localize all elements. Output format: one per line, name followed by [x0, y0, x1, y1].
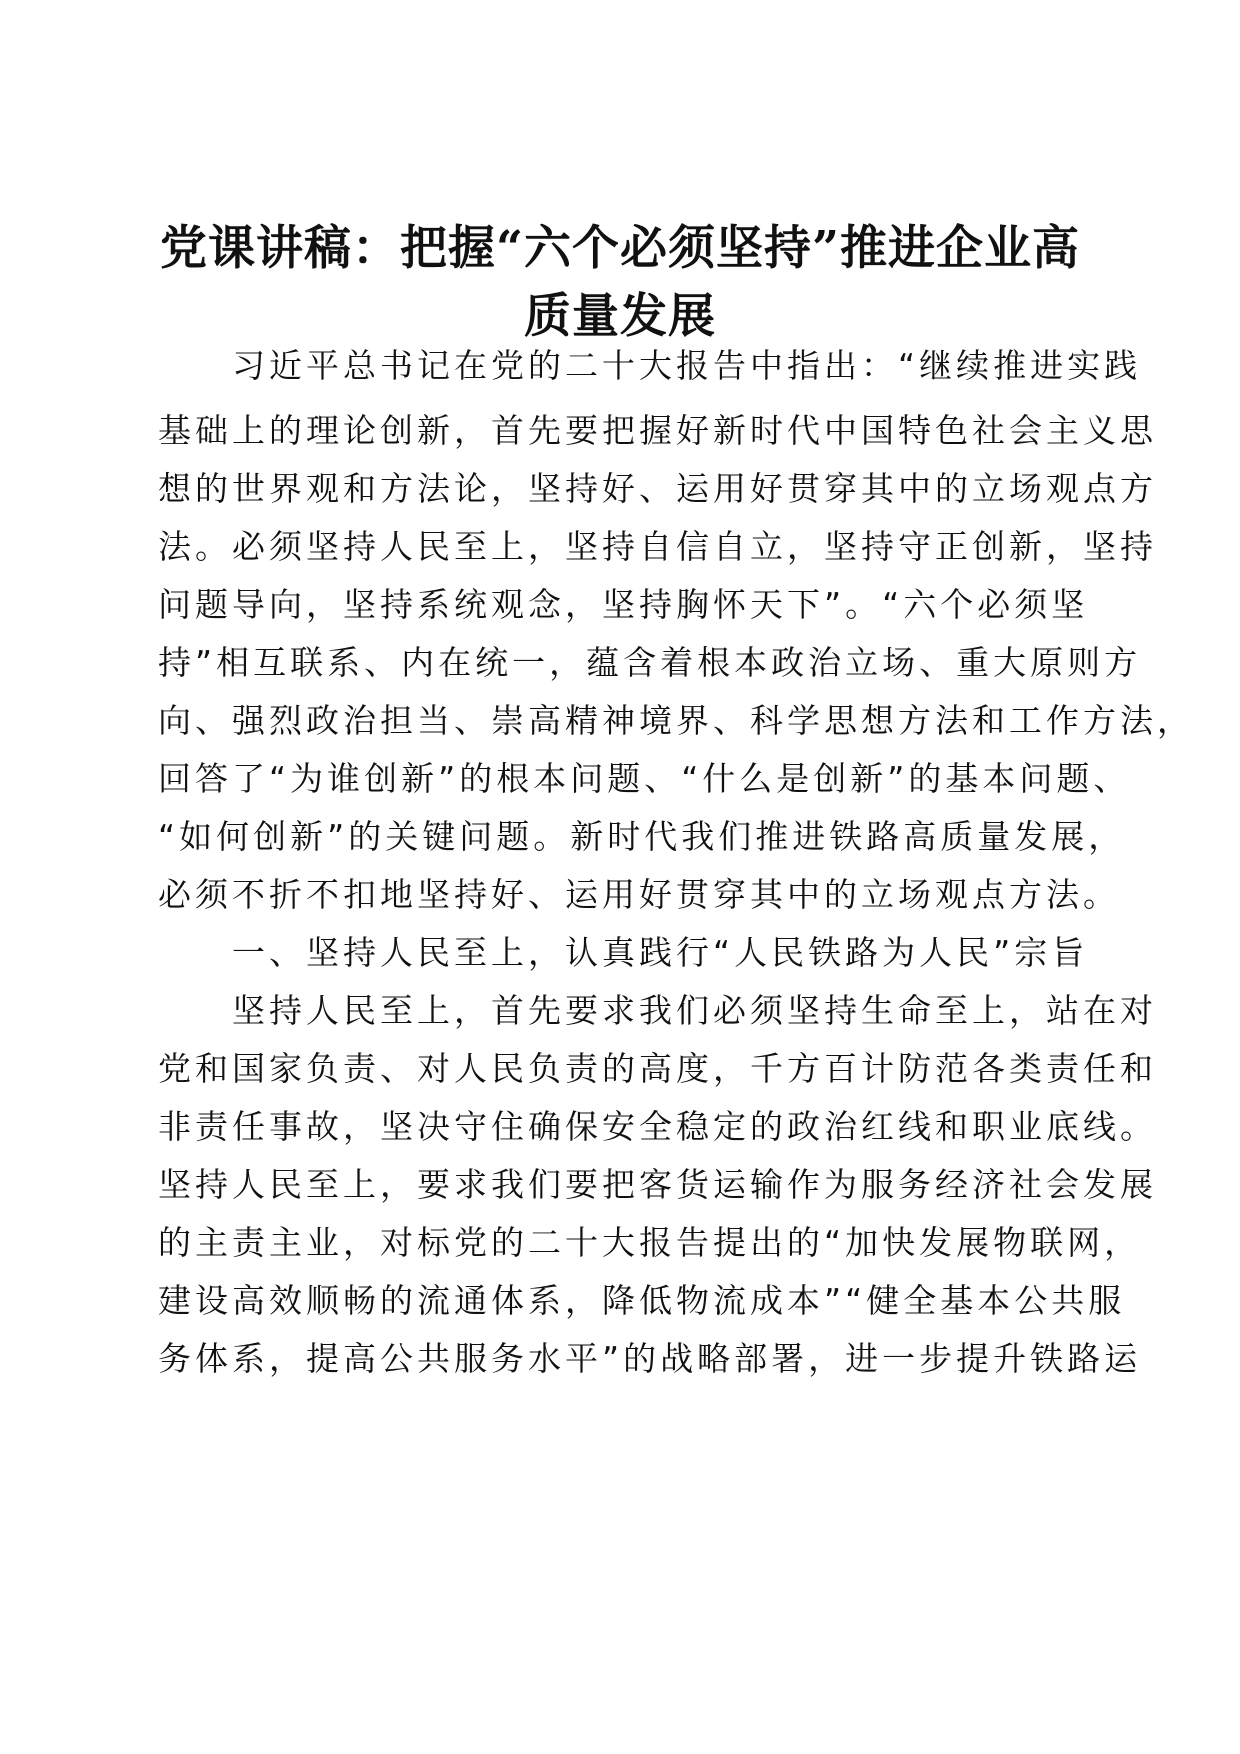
body-line: 想的世界观和方法论，坚持好、运用好贯穿其中的立场观点方: [158, 469, 1157, 508]
body-line: 向、强烈政治担当、崇高精神境界、科学思想方法和工作方法，: [158, 701, 1194, 740]
body-line: 持”相互联系、内在统一，蕴含着根本政治立场、重大原则方: [158, 643, 1142, 682]
body-line: “如何创新”的关键问题。新时代我们推进铁路高质量发展，: [158, 817, 1126, 856]
body-line: 坚持人民至上，首先要求我们必须坚持生命至上，站在对: [158, 991, 1157, 1030]
body-line: 问题导向，坚持系统观念，坚持胸怀天下”。“六个必须坚: [158, 585, 1089, 624]
body-line: 法。必须坚持人民至上，坚持自信自立，坚持守正创新，坚持: [158, 527, 1157, 566]
body-line: 回答了“为谁创新”的根本问题、“什么是创新”的基本问题、: [158, 759, 1131, 798]
section-heading: 一、坚持人民至上，认真践行“人民铁路为人民”宗旨: [158, 933, 1089, 972]
body-line: 必须不折不扣地坚持好、运用好贯穿其中的立场观点方法。: [158, 875, 1120, 914]
body-line: 习近平总书记在党的二十大报告中指出：“继续推进实践: [158, 346, 1142, 385]
body-line: 建设高效顺畅的流通体系，降低物流成本”“健全基本公共服: [158, 1281, 1126, 1320]
body-line: 基础上的理论创新，首先要把握好新时代中国特色社会主义思: [158, 411, 1157, 450]
body-line: 务体系，提高公共服务水平”的战略部署，进一步提升铁路运: [158, 1339, 1142, 1378]
body-line: 坚持人民至上，要求我们要把客货运输作为服务经济社会发展: [158, 1165, 1157, 1204]
body-line: 的主责主业，对标党的二十大报告提出的“加快发展物联网，: [158, 1223, 1142, 1262]
document-title-line-2: 质量发展: [524, 289, 716, 344]
body-line: 党和国家负责、对人民负责的高度，千方百计防范各类责任和: [158, 1049, 1157, 1088]
document-title-line-1: 党课讲稿：把握“六个必须坚持”推进企业高: [159, 221, 1081, 276]
body-line: 非责任事故，坚决守住确保安全稳定的政治红线和职业底线。: [158, 1107, 1157, 1146]
